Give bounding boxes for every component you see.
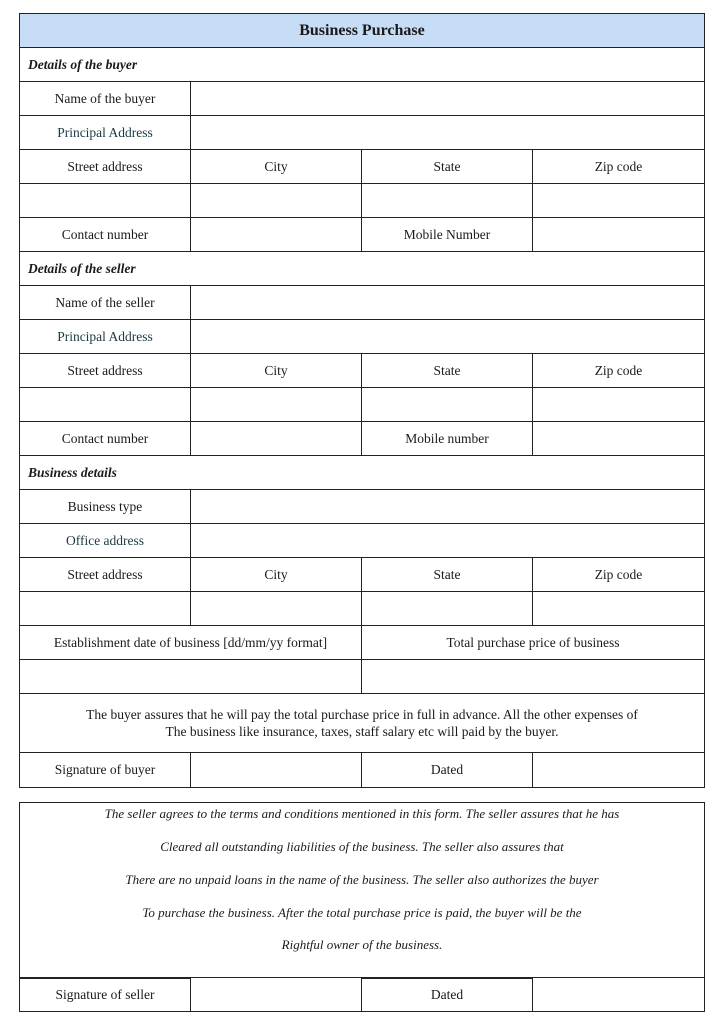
buyer-address-label: Principal Address [19,115,191,150]
buyer-zip-label: Zip code [532,149,705,184]
buyer-name-label: Name of the buyer [19,81,191,116]
seller-mobile-field[interactable] [532,421,705,456]
seller-note-line-5: Rightful owner of the business. [281,937,443,952]
business-type-label: Business type [19,489,191,524]
buyer-assurance-note [19,693,705,753]
seller-zip-field[interactable] [532,387,705,422]
business-city-label: City [190,557,362,592]
seller-city-field[interactable] [190,387,362,422]
business-state-label: State [361,557,533,592]
buyer-street-field[interactable] [19,183,191,218]
buyer-contact-field[interactable] [190,217,362,252]
buyer-address-field[interactable] [190,115,705,150]
seller-street-label: Street address [19,353,191,388]
seller-name-field[interactable] [190,285,705,320]
seller-dated-field[interactable] [532,977,705,1012]
seller-signature-field[interactable] [190,977,362,1012]
seller-note-line-4: To purchase the business. After the total purchase price is paid, the buyer will be the [142,905,582,920]
business-zip-label: Zip code [532,557,705,592]
business-zip-field[interactable] [532,591,705,626]
business-street-field[interactable] [19,591,191,626]
seller-address-label: Principal Address [19,319,191,354]
seller-contact-label: Contact number [19,421,191,456]
buyer-street-label: Street address [19,149,191,184]
seller-note-line-1: The seller agrees to the terms and conditions mentioned in this form. The seller assures that he has [104,806,620,821]
establishment-date-label: Establishment date of business [dd/mm/yy format] [19,625,362,660]
buyer-mobile-field[interactable] [532,217,705,252]
seller-note-line-3: There are no unpaid loans in the name of the business. The seller also authorizes the buyer [125,872,599,887]
buyer-zip-field[interactable] [532,183,705,218]
seller-name-label: Name of the seller [19,285,191,320]
purchase-price-field[interactable] [361,659,705,694]
form-title: Business Purchase [19,13,705,48]
buyer-signature-field[interactable] [190,752,362,788]
seller-state-field[interactable] [361,387,533,422]
business-city-field[interactable] [190,591,362,626]
business-street-label: Street address [19,557,191,592]
purchase-price-label: Total purchase price of business [361,625,705,660]
seller-city-label: City [190,353,362,388]
seller-agreement-box [19,802,705,1012]
seller-street-field[interactable] [19,387,191,422]
office-address-field[interactable] [190,523,705,558]
buyer-state-field[interactable] [361,183,533,218]
buyer-state-label: State [361,149,533,184]
seller-note-line-2: Cleared all outstanding liabilities of the business. The seller also assures that [160,839,564,854]
seller-agreement-note [19,802,705,978]
seller-address-field[interactable] [190,319,705,354]
office-address-label: Office address [19,523,191,558]
business-state-field[interactable] [361,591,533,626]
business-section-heading: Business details [19,455,705,490]
seller-section-heading: Details of the seller [19,251,705,286]
buyer-note-line-2: The business like insurance, taxes, staff salary etc will paid by the buyer. [165,724,559,739]
seller-signature-label: Signature of seller [19,977,191,1012]
buyer-contact-label: Contact number [19,217,191,252]
seller-contact-field[interactable] [190,421,362,456]
seller-state-label: State [361,353,533,388]
buyer-dated-label: Dated [361,752,533,788]
establishment-date-field[interactable] [19,659,362,694]
buyer-name-field[interactable] [190,81,705,116]
buyer-dated-field[interactable] [532,752,705,788]
seller-dated-label: Dated [361,977,533,1012]
buyer-city-field[interactable] [190,183,362,218]
business-type-field[interactable] [190,489,705,524]
buyer-city-label: City [190,149,362,184]
buyer-section-heading: Details of the buyer [19,47,705,82]
buyer-mobile-label: Mobile Number [361,217,533,252]
seller-zip-label: Zip code [532,353,705,388]
buyer-note-line-1: The buyer assures that he will pay the total purchase price in full in advance. All the other expenses of [86,707,638,722]
seller-mobile-label: Mobile number [361,421,533,456]
buyer-signature-label: Signature of buyer [19,752,191,788]
